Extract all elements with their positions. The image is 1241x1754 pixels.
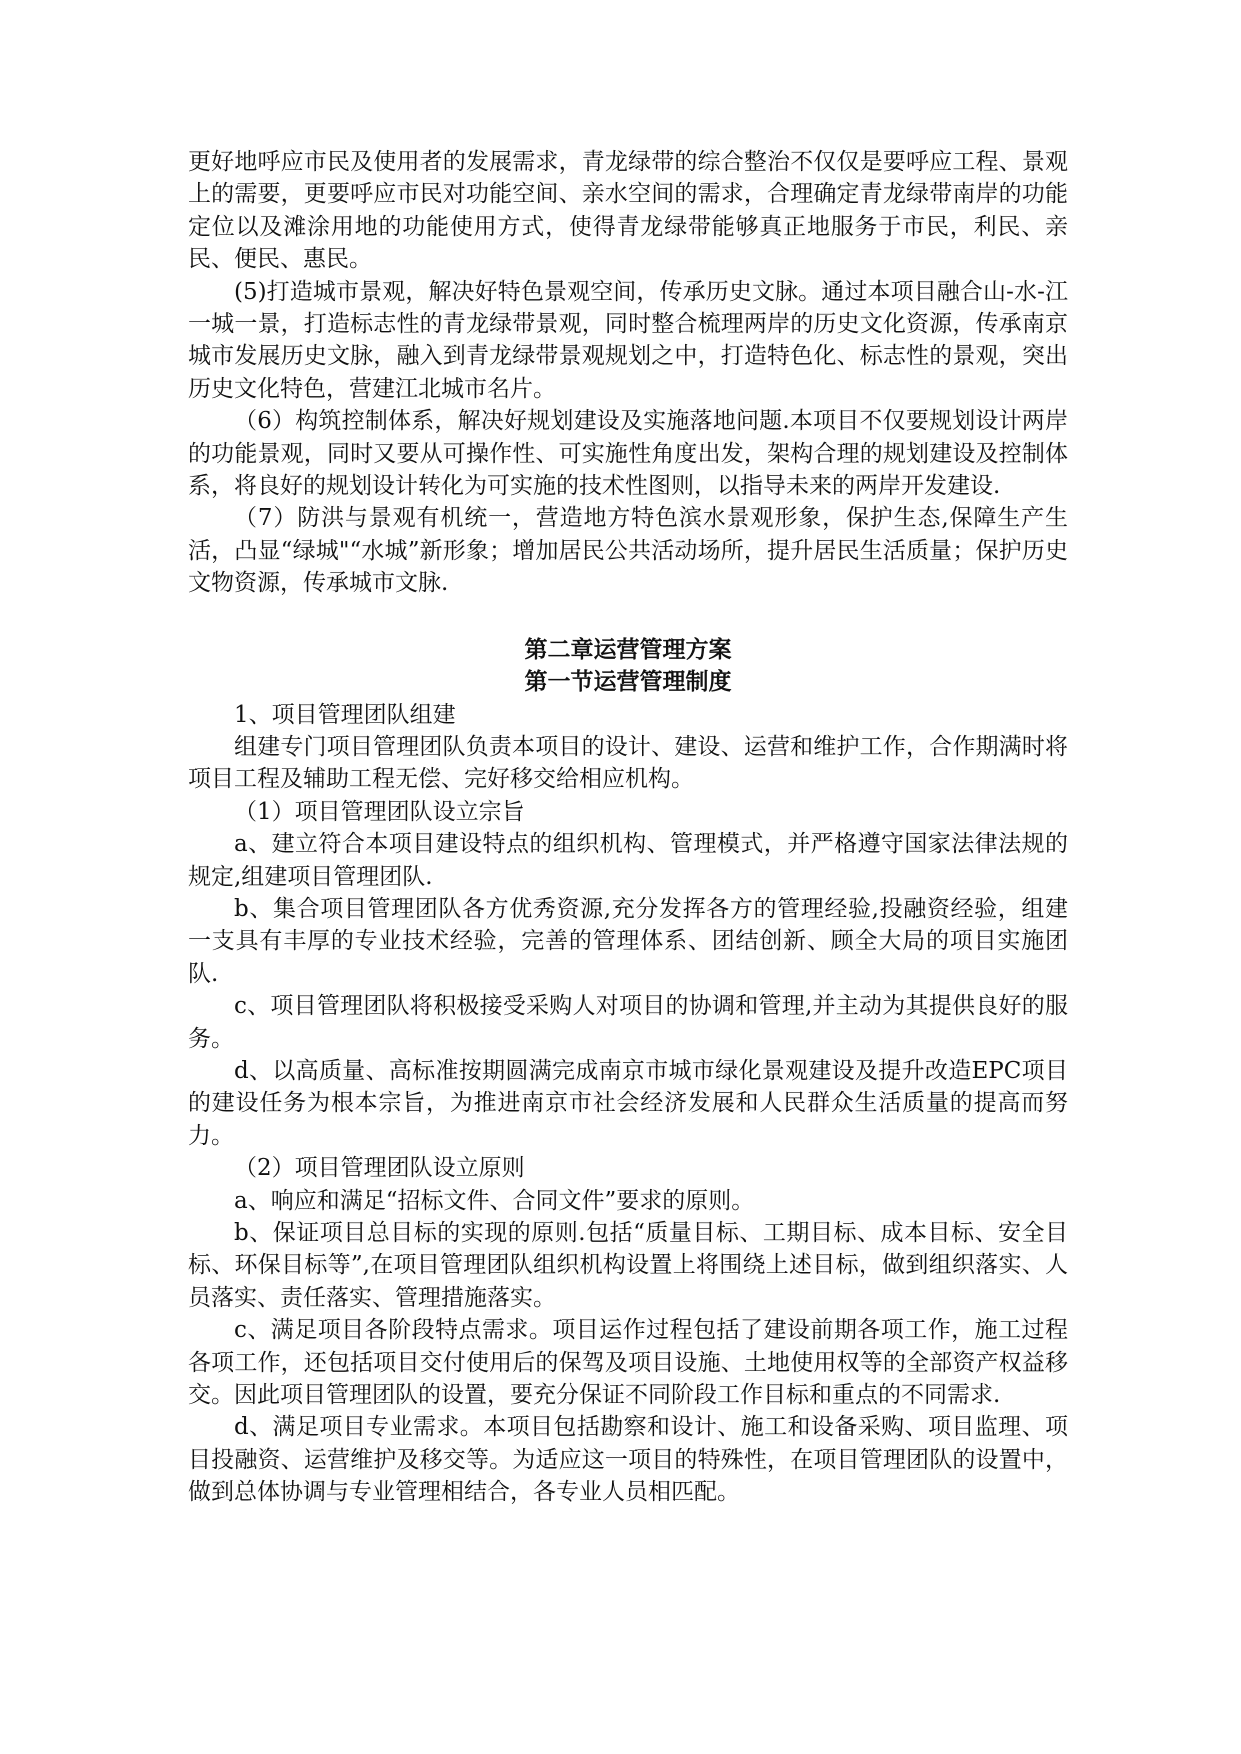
section-title: 第一节运营管理制度 (524, 669, 732, 696)
paragraph-principle-d: d、满足项目专业需求。本项目包括勘察和设计、施工和设备采购、项目监理、项目投融资、运营维护及移交等。为适应这一项目的特殊性，在项目管理团队的设置中，做到总体协调与专业管理相结合，各专业人员相匹配。 (188, 1414, 1068, 1506)
paragraph-purpose-a: a、建立符合本项目建设特点的组织机构、管理模式，并严格遵守国家法律法规的规定,组建项目管理团队. (188, 831, 1068, 890)
paragraph-item-5: (5)打造城市景观，解决好特色景观空间，传承历史文脉。通过本项目融合山-水-江一城一景，打造标志性的青龙绿带景观，同时整合梳理两岸的历史文化资源，传承南京城市发展历史文脉，融入到青龙绿带景观规划之中，打造特色化、标志性的景观，突出历史文化特色，营建江北城市名片。 (188, 278, 1068, 402)
subheading-purpose: （1）项目管理团队设立宗旨 (234, 798, 525, 825)
chapter-title: 第二章运营管理方案 (524, 636, 732, 663)
document-page (188, 146, 1068, 1509)
paragraph-purpose-d: d、以高质量、高标准按期圆满完成南京市城市绿化景观建设及提升改造EPC项目的建设任务为根本宗旨，为推进南京市社会经济发展和人民群众生活质量的提高而努力。 (188, 1057, 1068, 1149)
paragraph-purpose-b: b、集合项目管理团队各方优秀资源,充分发挥各方的管理经验,投融资经验，组建一支具有丰厚的专业技术经验，完善的管理体系、团结创新、顾全大局的项目实施团队. (188, 895, 1068, 987)
paragraph-purpose-c: c、项目管理团队将积极接受采购人对项目的协调和管理,并主动为其提供良好的服务。 (188, 993, 1068, 1052)
paragraph-continuation: 更好地呼应市民及使用者的发展需求，青龙绿带的综合整治不仅仅是要呼应工程、景观上的需要，更要呼应市民对功能空间、亲水空间的需求，合理确定青龙绿带南岸的功能定位以及滩涂用地的功能使用方式，使得青龙绿带能够真正地服务于市民，利民、亲民、便民、惠民。 (188, 149, 1068, 273)
paragraph-item-7: （7）防洪与景观有机统一，营造地方特色滨水景观形象，保护生态,保障生产生活，凸显“绿城"“水城”新形象；增加居民公共活动场所，提升居民生活质量；保护历史文物资源，传承城市文脉. (188, 505, 1068, 597)
paragraph-team-intro: 组建专门项目管理团队负责本项目的设计、建设、运营和维护工作，合作期满时将项目工程及辅助工程无偿、完好移交给相应机构。 (188, 733, 1068, 793)
paragraph-item-6: （6）构筑控制体系，解决好规划建设及实施落地问题.本项目不仅要规划设计两岸的功能景观，同时又要从可操作性、可实施性角度出发，架构合理的规划建设及控制体系，将良好的规划设计转化为可实施的技术性图则，以指导未来的两岸开发建设. (188, 408, 1068, 500)
paragraph-principle-c: c、满足项目各阶段特点需求。项目运作过程包括了建设前期各项工作，施工过程各项工作，还包括项目交付使用后的保驾及项目设施、土地使用权等的全部资产权益移交。因此项目管理团队的设置，要充分保证不同阶段工作目标和重点的不同需求. (188, 1317, 1068, 1409)
subheading-team-building: 1、项目管理团队组建 (234, 701, 456, 728)
paragraph-principle-a: a、响应和满足“招标文件、合同文件”要求的原则。 (234, 1187, 755, 1214)
paragraph-principle-b: b、保证项目总目标的实现的原则.包括“质量目标、工期目标、成本目标、安全目标、环保目标等”,在项目管理团队组织机构设置上将围绕上述目标，做到组织落实、人员落实、责任落实、管理措施落实。 (188, 1220, 1068, 1311)
subheading-principles: （2）项目管理团队设立原则 (234, 1155, 525, 1182)
